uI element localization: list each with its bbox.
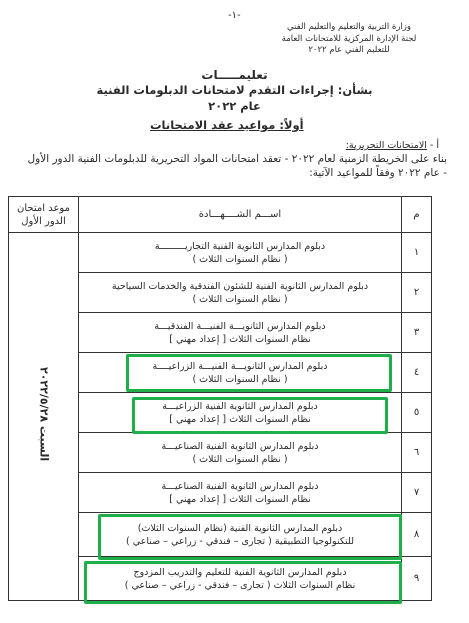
certificate-name: دبلوم المدارس الثانوية الفنية التجاريـــــــــة (154, 240, 326, 252)
certificate-cell (79, 393, 402, 433)
row-number: ٤ (402, 353, 432, 393)
certificate-name: دبلوم المدارس الثانويـــة الفنيـــة الزراعيــــة (152, 360, 328, 372)
row-number: ٢ (402, 273, 432, 313)
certificate-name: دبلوم المدارس الثانوية الفنية الزراعيـــة (162, 400, 318, 412)
ministry-line-3: للتعليم الفني عام ٢٠٢٢ (308, 45, 390, 55)
certificate-cell (79, 313, 402, 353)
certificate-cell (79, 513, 402, 557)
ministry-line-1: وزارة التربية والتعليم والتعليم الفني (286, 22, 412, 32)
section-a-body: بناء على الخريطة الزمنية لعام ٢٠٢٢ - تعقد امتحانات المواد التحريرية للدبلومات الفنية الدور الأول - عام ٢٠٢٢ وفقاً للمواعيد الآتية: (27, 153, 447, 179)
certificate-system: ( نظام السنوات الثلاث ) (192, 293, 288, 305)
section-heading-first: أولاً: مواعيد عقد الامتحانات (150, 118, 304, 132)
certificate-name: دبلوم المدارس الثانويـــة الفنيـــة الفندقيـــة (154, 320, 326, 332)
document-year: عام ٢٠٢٢ (208, 99, 261, 113)
certificate-system: ( نظام السنوات الثلاث ) (192, 253, 288, 265)
page-number: -١- (228, 10, 241, 21)
certificate-cell (79, 273, 402, 313)
certificate-cell (79, 353, 402, 393)
section-a-prefix: أ - (429, 140, 439, 151)
exam-schedule-table (8, 196, 432, 601)
document-subject: بشأن: إجراءات التقدم لامتحانات الدبلومات الفنية (96, 83, 373, 97)
certificate-name: دبلوم المدارس الثانوية الفنية الصناعيـــة (161, 480, 319, 492)
certificate-cell (79, 433, 402, 473)
certificate-system: ( نظام السنوات الثلاث ) (192, 373, 288, 385)
document-title: تعليمـــــات (201, 68, 268, 82)
certificate-cell (79, 557, 402, 601)
certificate-system: نظام السنوات الثلاث ( تجارى – فندقي - زراعي – صناعي ) (124, 579, 356, 591)
header-exam-date: موعد امتحان الدور الأول (9, 197, 79, 233)
certificate-name: دبلوم المدارس الثانوية الفنية للشئون الفندقية والخدمات السياحية (111, 280, 369, 292)
certificate-name: دبلوم المدارس الثانوية الفنية الصناعيـــة (161, 440, 319, 452)
certificate-name: دبلوم المدارس الثانوية الفنية للتعليم والتدريب المزدوج (133, 566, 347, 578)
certificate-name: دبلوم المدارس الثانوية الفنية (نظام السنوات الثلاث) (137, 522, 343, 534)
exam-date: السبت ٢٠٢٢/٥/٢٨ (37, 367, 51, 462)
header-certificate: اســـم الشــــهـــادة (79, 197, 402, 233)
exam-date-cell (9, 233, 79, 601)
row-number: ٥ (402, 393, 432, 433)
certificate-cell (79, 233, 402, 273)
certificate-system: للتكنولوجيا التطبيقية ( تجارى – فندقي - زراعي – صناعي ) (126, 535, 354, 547)
certificate-system: ( نظام السنوات الثلاث ) (192, 453, 288, 465)
row-number: ٩ (402, 557, 432, 601)
row-number: ٧ (402, 473, 432, 513)
ministry-header (249, 22, 449, 57)
ministry-line-2: لجنة الإدارة المركزية للامتحانات العامة (281, 33, 417, 44)
section-a-heading (346, 140, 439, 151)
row-number: ٣ (402, 313, 432, 353)
header-number: م (402, 197, 432, 233)
table-row (9, 233, 432, 273)
certificate-system: نظام السنوات الثلاث [ إعداد مهني ] (169, 493, 311, 505)
row-number: ٨ (402, 513, 432, 557)
certificate-system: نظام السنوات الثلاث [ إعداد مهني ] (169, 413, 311, 425)
table-header-row (9, 197, 432, 233)
certificate-system: نظام السنوات الثلاث [ إعداد مهني ] (169, 333, 311, 345)
section-a-label: الامتحانات التحريرية: (345, 140, 427, 151)
certificate-cell (79, 473, 402, 513)
row-number: ٦ (402, 433, 432, 473)
row-number: ١ (402, 233, 432, 273)
